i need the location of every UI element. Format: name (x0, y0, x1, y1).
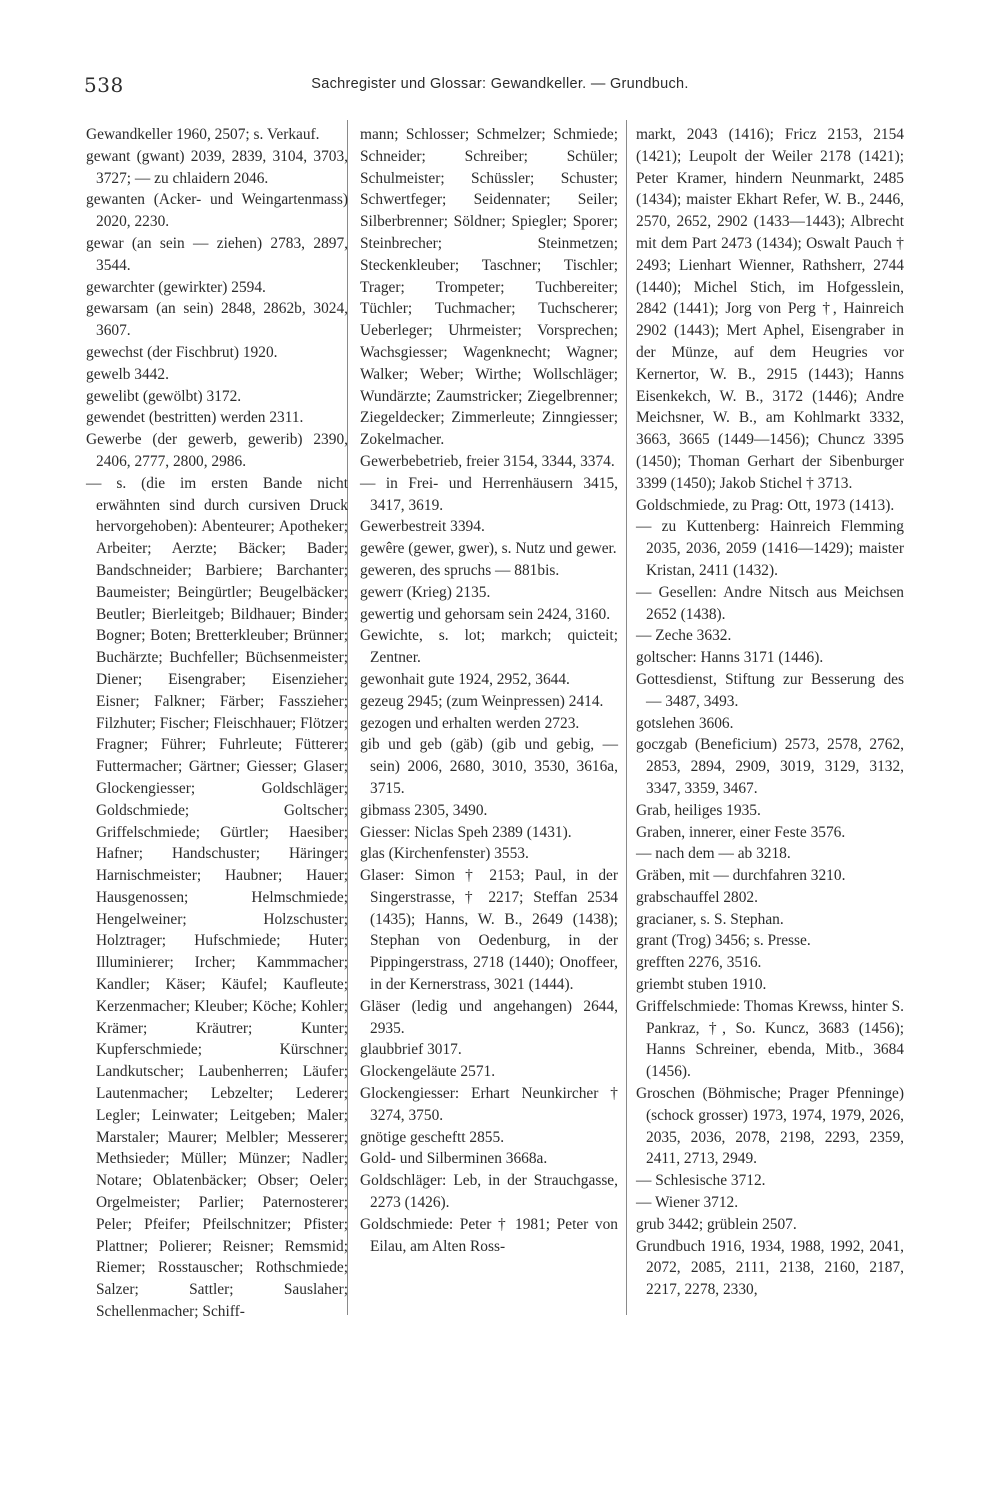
index-entry: Gewerbebetrieb, freier 3154, 3344, 3374. (360, 452, 615, 470)
index-entry: markt, 2043 (1416); Fricz 2153, 2154 (1421); Leupolt der Weiler 2178 (1421); Peter Kramer, hindern Neunmarkt, 2485 (1434); maister Ekhart Refer, W. B., 2446, 2570, 2652, 2902 (1433—1443); Albrecht mit dem Part 2473 (1434); Oswalt Pauch † 2493; Lienhart Wienner, Rathsherr, 2744 (1440); Michel Stich, im Hofgesslein, 2842 (1441); Jorg von Perg †, Hainreich 2902 (1443); Mert Aphel, Eisengraber in der Münze, auf dem Heugries vor Kernertor, W. B., 2915 (1443); Hanns Eisenkekch, W. B., 3172 (1446); Andre Meichsner, W. B., am Kohlmarkt 3332, 3663, 3665 (1449—1456); Chuncz 3395 (1450); Thoman Gerhart der Sibenburger 3399 (1450); Jakob Stichel † 3713. (636, 126, 904, 492)
index-entry: Gläser (ledig und angehangen) 2644, 2935. (360, 997, 618, 1037)
index-entry: grub 3442; grüblein 2507. (636, 1215, 797, 1233)
index-entry: gewêre (gewer, gwer), s. Nutz und gewer. (360, 540, 617, 558)
index-entry: — Wiener 3712. (636, 1194, 739, 1212)
index-entry: gracianer, s. S. Stephan. (636, 910, 784, 928)
index-entry: Gewerbe (der gewerb, gewerib) 2390, 2406, 2777, 2800, 2986. (86, 431, 348, 470)
index-entry: Grab, heiliges 1935. (636, 801, 761, 819)
index-entry: gewelb 3442. (86, 365, 169, 383)
column-divider (626, 120, 627, 1315)
index-entry: gibmass 2305, 3490. (360, 801, 488, 819)
index-entry: gewanten (Acker- und Weingartenmass) 2020, 2230. (86, 191, 348, 231)
index-entry: Grundbuch 1916, 1934, 1988, 1992, 2041, 2072, 2085, 2111, 2138, 2160, 2187, 2217, 2278, 2330, (636, 1237, 904, 1299)
index-entry: gewarsam (an sein) 2848, 2862b, 3024, 3607. (86, 300, 348, 340)
index-entry: geweren, des spruchs — 881bis. (360, 561, 560, 579)
index-entry: gezeug 2945; (zum Weinpressen) 2414. (360, 692, 604, 710)
index-entry: gotslehen 3606. (636, 714, 734, 732)
index-entry: grant (Trog) 3456; s. Presse. (636, 932, 811, 950)
index-entry: gewar (an sein — ziehen) 2783, 2897, 3544. (86, 234, 348, 274)
index-entry: gewertig und gehorsam sein 2424, 3160. (360, 605, 611, 623)
index-entry: goczgab (Beneficium) 2573, 2578, 2762, 2853, 2894, 2909, 3019, 3129, 3132, 3347, 3359, 3467. (636, 736, 904, 797)
index-entry: glas (Kirchenfenster) 3553. (360, 845, 529, 863)
index-entry: Gottesdienst, Stiftung zur Besserung des — 3487, 3493. (636, 670, 904, 710)
index-entry: gewelibt (gewölbt) 3172. (86, 387, 242, 405)
index-entry: griembt stuben 1910. (636, 976, 767, 994)
index-entry: grabschauffel 2802. (636, 888, 758, 906)
index-entry: gewendet (bestritten) werden 2311. (86, 409, 304, 427)
index-entry: — zu Kuttenberg: Hainreich Flemming 2035, 2036, 2059 (1416—1429); maister Kristan, 2411 (1432). (636, 518, 904, 579)
index-entry: Glockengiesser: Erhart Neunkircher † 3274, 3750. (360, 1085, 618, 1124)
index-entry: gnötige gescheftt 2855. (360, 1128, 505, 1146)
index-entry: grefften 2276, 3516. (636, 954, 762, 972)
index-column-2 (360, 124, 618, 1257)
index-entry: Griffelschmiede: Thomas Krewss, hinter S. Pankraz, †, So. Kuncz, 3683 (1456); Hanns Schreiner, ebenda, Mitb., 3684 (1456). (636, 997, 904, 1081)
index-entry: gezogen und erhalten werden 2723. (360, 714, 580, 732)
page-number: 538 (84, 73, 124, 97)
index-entry: — s. (die im ersten Bande nicht erwähnten sind durch cursiven Druck hervorgehoben): Abenteurer; Apotheker; Arbeiter; Aerzte; Bäcker; Bader; Bandschneider; Barbiere; Barchanter; Baumeister; Beingürtler; Beugelbäcker; Beutler; Bierleitgeb; Bildhauer; Binder; Bogner; Boten; Bretterkleuber; Brünner; Buchärzte; Buchfeller; Büchsenmeister; Diener; Eisengraber; Eisenzieher; Eisner; Falkner; Färber; Fasszieher; Filzhuter; Fischer; Fleischhauer; Flötzer; Fragner; Führer; Fuhrleute; Fütterer; Futtermacher; Gärtner; Giesser; Glaser; Glockengiesser; Goldschläger; Goldschmiede; Goltscher; Griffelschmiede; Gürtler; Haesiber; Hafner; Handschuster; Häringer; Harnischmeister; Haubner; Hauer; Hausgenossen; Helmschmiede; Hengelweiner; Holzschuster; Holztrager; Hufschmiede; Huter; Illuminierer; Ircher; Kammmacher; Kandler; Käser; Käufel; Kaufleute; Kerzenmacher; Kleuber; Köche; Kohler; Krämer; Kräutrer; Kunter; Kupferschmiede; Kürschner; Landkutscher; Laubenherren; Läufer; Lautenmacher; Lebzelter; Lederer; Legler; Leinwater; Leitgeben; Maler; Marstaler; Maurer; Melbler; Messerer; Methsieder; Müller; Münzer; Nadler; Notare; Oblatenbäcker; Obser; Oeler; Orgelmeister; Parlier; Paternosterer; Peler; Pfeifer; Pfeilschnitzer; Pfister; Plattner; Polierer; Reisner; Remsmid; Riemer; Rosstauscher; Rothschmiede; Salzer; Sattler; Sauslaher; Schellenmacher; Schiff- (86, 474, 348, 1321)
index-entry: gewonhait gute 1924, 2952, 3644. (360, 670, 570, 688)
index-entry: Graben, innerer, einer Feste 3576. (636, 823, 846, 841)
index-entry: gewant (gwant) 2039, 2839, 3104, 3703, 3727; — zu chlaidern 2046. (86, 147, 348, 187)
index-entry: Gewandkeller 1960, 2507; s. Verkauf. (86, 126, 320, 143)
index-entry: Gräben, mit — durchfahren 3210. (636, 867, 846, 885)
index-entry: — Gesellen: Andre Nitsch aus Meichsen 2652 (1438). (636, 583, 904, 623)
index-entry: Goldschläger: Leb, in der Strauchgasse, 2273 (1426). (360, 1172, 618, 1212)
index-entry: gewechst (der Fischbrut) 1920. (86, 343, 278, 361)
index-entry: gib und geb (gäb) (gib und gebig, — sein) 2006, 2680, 3010, 3530, 3616a, 3715. (360, 736, 618, 797)
index-entry: Groschen (Böhmische; Prager Pfenninge) (schock grosser) 1973, 1974, 1979, 2026, 2035, 2036, 2078, 2198, 2293, 2359, 2411, 2713, 2949. (636, 1085, 904, 1168)
index-entry: Gold- und Silberminen 3668a. (360, 1150, 548, 1168)
index-entry: Goldschmiede: Peter † 1981; Peter von Eilau, am Alten Ross- (360, 1215, 618, 1255)
running-title: Sachregister und Glossar: Gewandkeller. — Grundbuch. (311, 76, 689, 92)
index-entry: Giesser: Niclas Speh 2389 (1431). (360, 823, 572, 841)
index-entry: — in Frei- und Herrenhäusern 3415, 3417, 3619. (360, 474, 618, 514)
index-entry: gewerr (Krieg) 2135. (360, 583, 491, 601)
index-entry: Gewichte, s. lot; markch; quicteit; Zentner. (360, 627, 618, 667)
index-entry: glaubbrief 3017. (360, 1041, 462, 1059)
index-entry: — Zeche 3632. (636, 627, 732, 645)
index-entry: mann; Schlosser; Schmelzer; Schmiede; Schneider; Schreiber; Schüler; Schulmeister; Schüssler; Schuster; Schwertfeger; Seidennater; Seiler; Silberbrenner; Söldner; Spiegler; Sporer; Steinbrecher; Steinmetzen; Steckenkleuber; Taschner; Tischler; Trager; Trompeter; Tuchbereiter; Tüchler; Tuchmacher; Tuchscherer; Ueberleger; Uhrmeister; Vorsprechen; Wachsgiesser; Wagenknecht; Wagner; Walker; Weber; Wirthe; Wollschläger; Wundärzte; Zaumstricker; Ziegelbrenner; Ziegeldecker; Zimmerleute; Zinngiesser; Zokelmacher. (360, 126, 618, 449)
index-entry: — Schlesische 3712. (636, 1172, 766, 1190)
index-entry: Glockengeläute 2571. (360, 1063, 496, 1081)
index-column-1 (86, 124, 348, 1323)
index-entry: gewarchter (gewirkter) 2594. (86, 278, 266, 296)
index-entry: goltscher: Hanns 3171 (1446). (636, 649, 824, 667)
index-entry: Gewerbestreit 3394. (360, 518, 485, 536)
index-entry: Glaser: Simon † 2153; Paul, in der Singerstrasse, † 2217; Steffan 2534 (1435); Hanns, W. B., 2649 (1438); Stephan von Oedenburg, in der Pippingerstrass, 2718 (1440); Onoffeer, in der Kernerstrass, 3021 (1444). (360, 867, 618, 994)
index-entry: Goldschmiede, zu Prag: Ott, 1973 (1413). (636, 496, 895, 514)
index-column-3 (636, 124, 904, 1301)
index-entry: — nach dem — ab 3218. (636, 845, 791, 863)
